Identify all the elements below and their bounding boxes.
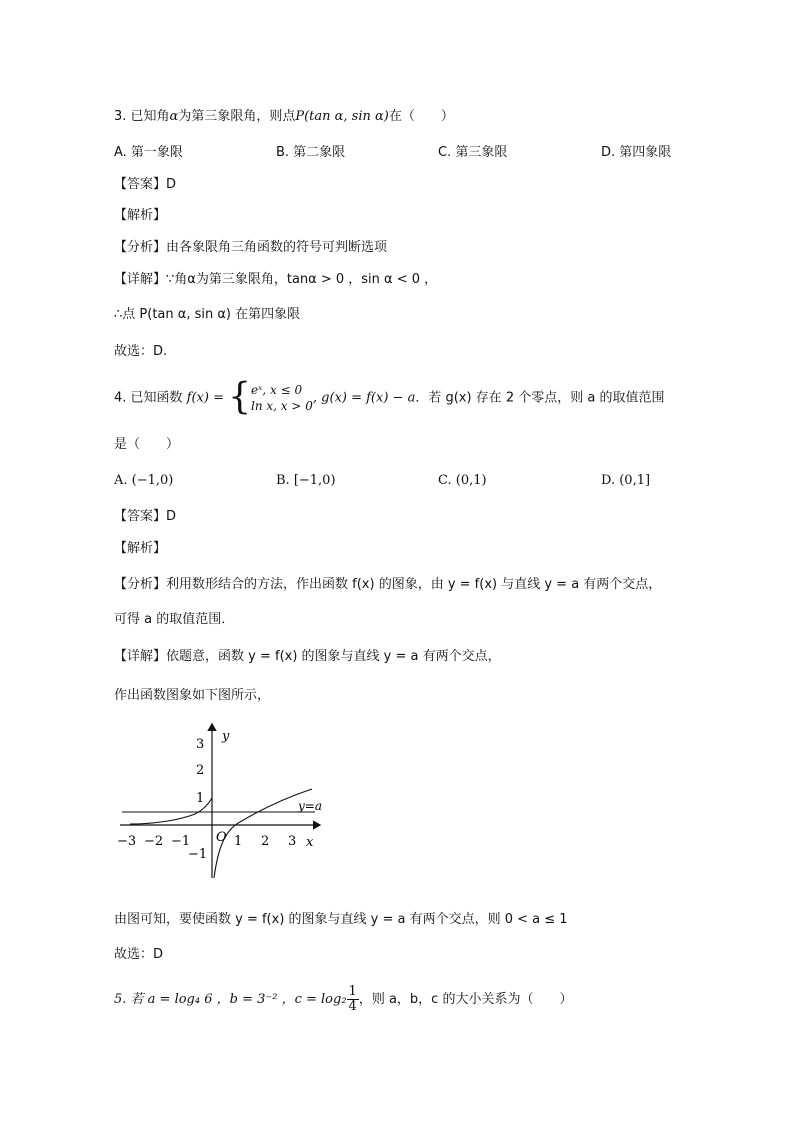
origin-label: O: [216, 830, 227, 845]
x-tick-label: 3: [288, 834, 297, 849]
q4-option-c: C. (0,1): [438, 473, 487, 488]
q4-fx: f(x) =: [186, 390, 224, 406]
x-axis-label: x: [306, 835, 314, 850]
fraction-denominator: 4: [348, 999, 357, 1014]
q4-piecewise: [228, 378, 313, 418]
line-label: y=a: [298, 799, 322, 813]
q3-analysis-label: 【解析】: [114, 208, 167, 223]
q4-choice: 故选：D: [114, 947, 164, 962]
q4-option-d: D. (0,1]: [601, 473, 651, 488]
q3-option-c: C. 第三象限: [438, 145, 508, 160]
q4-xiangjie: [114, 647, 501, 667]
x-tick-label: 1: [234, 834, 243, 849]
brace-icon: {: [228, 376, 252, 418]
q4-case1: eˣ, x ≤ 0: [251, 382, 303, 397]
x-tick-label: −3: [117, 834, 137, 849]
answer-value: D: [166, 509, 177, 524]
q4-stem-end: 是（ ）: [114, 437, 180, 452]
q4-conclusion: 由图可知，要使函数 y = f(x) 的图象与直线 y = a 有两个交点，则 0 < a ≤ 1: [114, 912, 568, 927]
fraction-numerator: 1: [348, 984, 357, 999]
q3-stem: [114, 107, 454, 127]
q3-xiangjie: [114, 270, 437, 290]
q4-fenxi2: 可得 a 的取值范围．: [114, 612, 235, 627]
q3-option-b: B. 第二象限: [276, 145, 346, 160]
q4-fenxi: [114, 575, 661, 595]
q4-stem-text: 4. 已知函数: [114, 390, 187, 406]
q3-point: P(tan α, sin α): [295, 109, 389, 124]
y-tick-label: 2: [196, 763, 205, 778]
q3-answer: [114, 175, 176, 195]
q4-option-b: B. [−1,0): [276, 473, 336, 488]
q4-option-a: A. (−1,0): [114, 473, 174, 488]
y-tick-label: 1: [196, 791, 205, 806]
q5-stem: [114, 984, 572, 1016]
q3-alpha: α: [169, 109, 179, 124]
xiangjie-label: 【详解】: [114, 272, 167, 287]
q4-gx: , g(x) = f(x) − a: [312, 390, 416, 406]
q4-case2: ln x, x > 0: [251, 398, 313, 413]
y-axis-label: y: [222, 729, 230, 744]
q4-analysis-label: 【解析】: [114, 541, 167, 556]
q3-fenxi: [114, 238, 387, 258]
answer-label: 【答案】: [114, 177, 167, 192]
x-tick-label: −1: [171, 834, 191, 849]
q4-draw: 作出函数图象如下图所示，: [114, 688, 271, 703]
q3-option-d: D. 第四象限: [601, 145, 672, 160]
fenxi-text: 利用数形结合的方法，作出函数 f(x) 的图象，由 y = f(x) 与直线 y = a 有两个交点，: [166, 577, 662, 592]
q4-stem: [114, 378, 664, 419]
q3-conclusion: ∴点 P(tan α, sin α) 在第四象限: [114, 307, 301, 322]
q3-stem-text3: 在（ ）: [388, 109, 454, 124]
fenxi-label: 【分析】: [114, 240, 167, 255]
y-tick-label: −1: [188, 847, 208, 862]
q5-fraction: [347, 985, 359, 1014]
q5-stem-text2: ，则 a，b，c 的大小关系为（ ）: [358, 992, 573, 1007]
q3-stem-text: 3. 已知角: [114, 109, 170, 124]
q3-stem-text2: 为第三象限角，则点: [178, 109, 296, 124]
x-tick-label: 2: [261, 834, 270, 849]
xiangjie-text: ∵角α为第三象限角，tanα > 0 ，sin α < 0 ，: [166, 272, 438, 287]
q4-stem-text2: ．若 g(x) 存在 2 个零点，则 a 的取值范围: [415, 390, 665, 406]
q4-answer: [114, 507, 176, 527]
q5-stem-text: 5. 若 a = log₄ 6 ，b = 3⁻² ，c = log₂: [114, 992, 347, 1007]
xiangjie-text: 依题意，函数 y = f(x) 的图象与直线 y = a 有两个交点，: [166, 649, 501, 664]
answer-label: 【答案】: [114, 509, 167, 524]
function-graph: [110, 718, 340, 888]
x-tick-label: −2: [144, 834, 164, 849]
fenxi-text: 由各象限角三角函数的符号可判断选项: [166, 240, 388, 255]
fenxi-label: 【分析】: [114, 577, 167, 592]
answer-value: D: [166, 177, 177, 192]
q3-choice: 故选：D.: [114, 344, 168, 359]
xiangjie-label: 【详解】: [114, 649, 167, 664]
y-tick-label: 3: [196, 737, 205, 752]
q3-option-a: A. 第一象限: [114, 145, 183, 160]
